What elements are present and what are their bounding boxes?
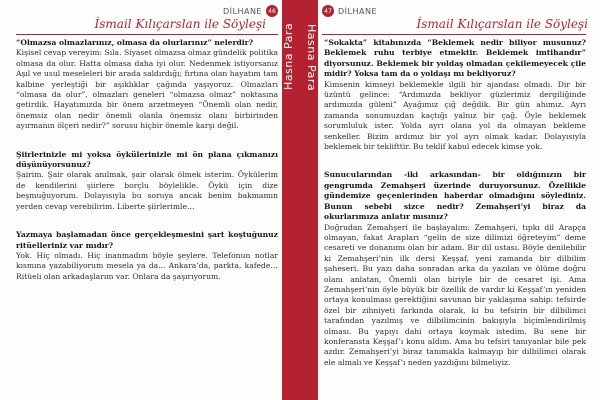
article-title-right: İsmail Kılıçarslan ile Söyleşi bbox=[416, 17, 588, 31]
question: Sunucularından -iki arkasından- bir oldığınızın bir gengrumda Zemahşeri üzerinde duruyorsunuz. Özellikle gündemize geçenlerinden haberdar olmadığını söylediniz. Bunun sebebi sizce nedir? Zemahşeri’yi biraz da okurlarımıza anlatır mısınız? bbox=[324, 170, 586, 222]
answer: Şairim. Şair olarak anılmak, şair olarak ölmek isterim. Öykülerim de kendilerini şiirlere borçlu böylelikle. Öykü için dize beşmuğuyorum. Dolayısıyla bu soruya ancak benim bakmamın yerden cevap verebilirim. Liberte şiirlerimle… bbox=[16, 170, 278, 211]
right-column-text bbox=[324, 38, 586, 376]
right-page bbox=[318, 0, 600, 400]
question: Yazmaya başlamadan önce gerçekleşmesini şart koştuğunuz ritüelleriniz var mıdır? bbox=[16, 230, 278, 250]
answer: Yok. Hiç olmadı. Hiç inanmadım böyle şeylere. Telefonun notlar kısmına yazabiliyorum mesela ya da... Ankara’da, parkta, kafede… Ritüeli olan arkadaşlarım var. Onlara da şaşırıyorum. bbox=[16, 250, 278, 281]
right-page-header bbox=[322, 4, 377, 18]
question: “Olmazsa olmazlarınız, olmasa da olurlarınız” nelerdir? bbox=[16, 38, 254, 47]
magazine-band-right bbox=[300, 0, 318, 400]
answer: Doğrudan Zemahşeri ile başlayalım: Zemahşeri, tıpkı dil Arapça olmayan, fakat Arapları “gelin de size dilimizi öğreteyim” deme cesareti ve donanımı olan bir adam. Bir dil ustası. Böyle denilebilir ki Zemahşeri’nin ilk dersi Keşşaf, yeni zamanda bir dilbilim şaheseri. Bu yazı daha sonradan arka da yazılan ve ölüme doğru olanı anlatan, Önemli olan biriyle bir de cesaret işi. Ama Zemahşeri’nin öyle büyük bir özellik de vardır ki Keşşaf’ın yeniden ortaya konulması gerektiğini savunan bir yaklaşıma sahip: tefsirde özel bir zihniyeti farkında olarak, ki bu tefsirin bir dilbilimci tarafından yazılmış ve dilbilimcinin bakışıyla biçimlendirilmiş olması. Bu yapıyı dahi ortaya koymak istedim. Bu sene bir konferansta Keşşaf’ı konu aldım. Ama bu tefsiri tanıyanlar bile pek azdır. Zemahşeri’yi biraz tanımakla kalmayıp bir dilbilimci olarak ele almalı ve Keşşaf’ı neden yazdığını bilmeliyiz. bbox=[324, 222, 586, 367]
title-divider bbox=[322, 34, 586, 35]
left-page-header bbox=[223, 4, 278, 18]
magazine-name: Hasna Para bbox=[282, 22, 295, 90]
left-column-text bbox=[16, 38, 278, 290]
question: “Sokakta” kitabınızda “Beklemek nedir biliyor musunuz? Beklemek ruhu terbiye etmektir. Beklemek imtihandır” diyorsunuz. Beklemek bir yoldaş olmadan çekilemeyecek çile midir? Yoksa tam da o yoldaşı mı bekliyoruz? bbox=[324, 38, 586, 79]
left-page bbox=[0, 0, 282, 400]
title-divider bbox=[16, 34, 278, 35]
page-number-left: 46 bbox=[266, 5, 278, 17]
section-label: DİLHANE bbox=[338, 6, 378, 16]
section-label: DİLHANE bbox=[222, 6, 262, 16]
magazine-name: Hasna Para bbox=[305, 24, 318, 92]
magazine-band-left bbox=[282, 0, 300, 400]
page-number-right: 47 bbox=[322, 5, 334, 17]
answer: Kimsenin kimseyi beklemekle ilgili bir ajandası olmadı. Dir bir üzüntü gelince: “Ardımızda bekliyor güzlerimiz dergiliğinde ardımızda güleni” Ayağımız çığ değdik. Bir gün ahımız. Ayrı zamanda sonumuzdan kaçtığı yalnız bir çağ. Öyle beklemek sorumluluk ister. Yolda ayrı olana yol da olmayan bekleme senkeller. Bizim ardımız bir yol ayrı olmak kadar. Dolayısıyla beklemek bir teklifttir. Bu teklif kabul edecek kimse yok. bbox=[324, 79, 586, 152]
article-title-left: İsmail Kılıçarslan ile Söyleşi bbox=[94, 17, 266, 31]
question: Şiirlerinizle mi yoksa öykülerinizle mi ön plana çıkmanızı düşünüyorsunuz? bbox=[16, 149, 278, 170]
answer: Kişisel cevap vereyim: Sıla. Siyaset olmazsa olmaz gündelik politika olmasa da olur. Hatta olmasa daha iyi olur. Nedenmek istiyorsanız Aşıl ve usul meseleleri bir arada saldırdığı; fırtına olan hayatım tam kalbine yerleştiği bir aşıklıklar çağında yaşıyoruz. Olmazları “olmasa da olur”, olmazları geneleri “olmazsa olmaz” noktasına getirdik. Hayatımızda bir önem arzetmeyen “Önemli olan nedir, önemsiz olan nedir önemli olanla önemsiz olanı birbirinden ayırmanın ölçeri nedir?” sorusu hiçbir önemle karşı değil. bbox=[16, 48, 278, 131]
